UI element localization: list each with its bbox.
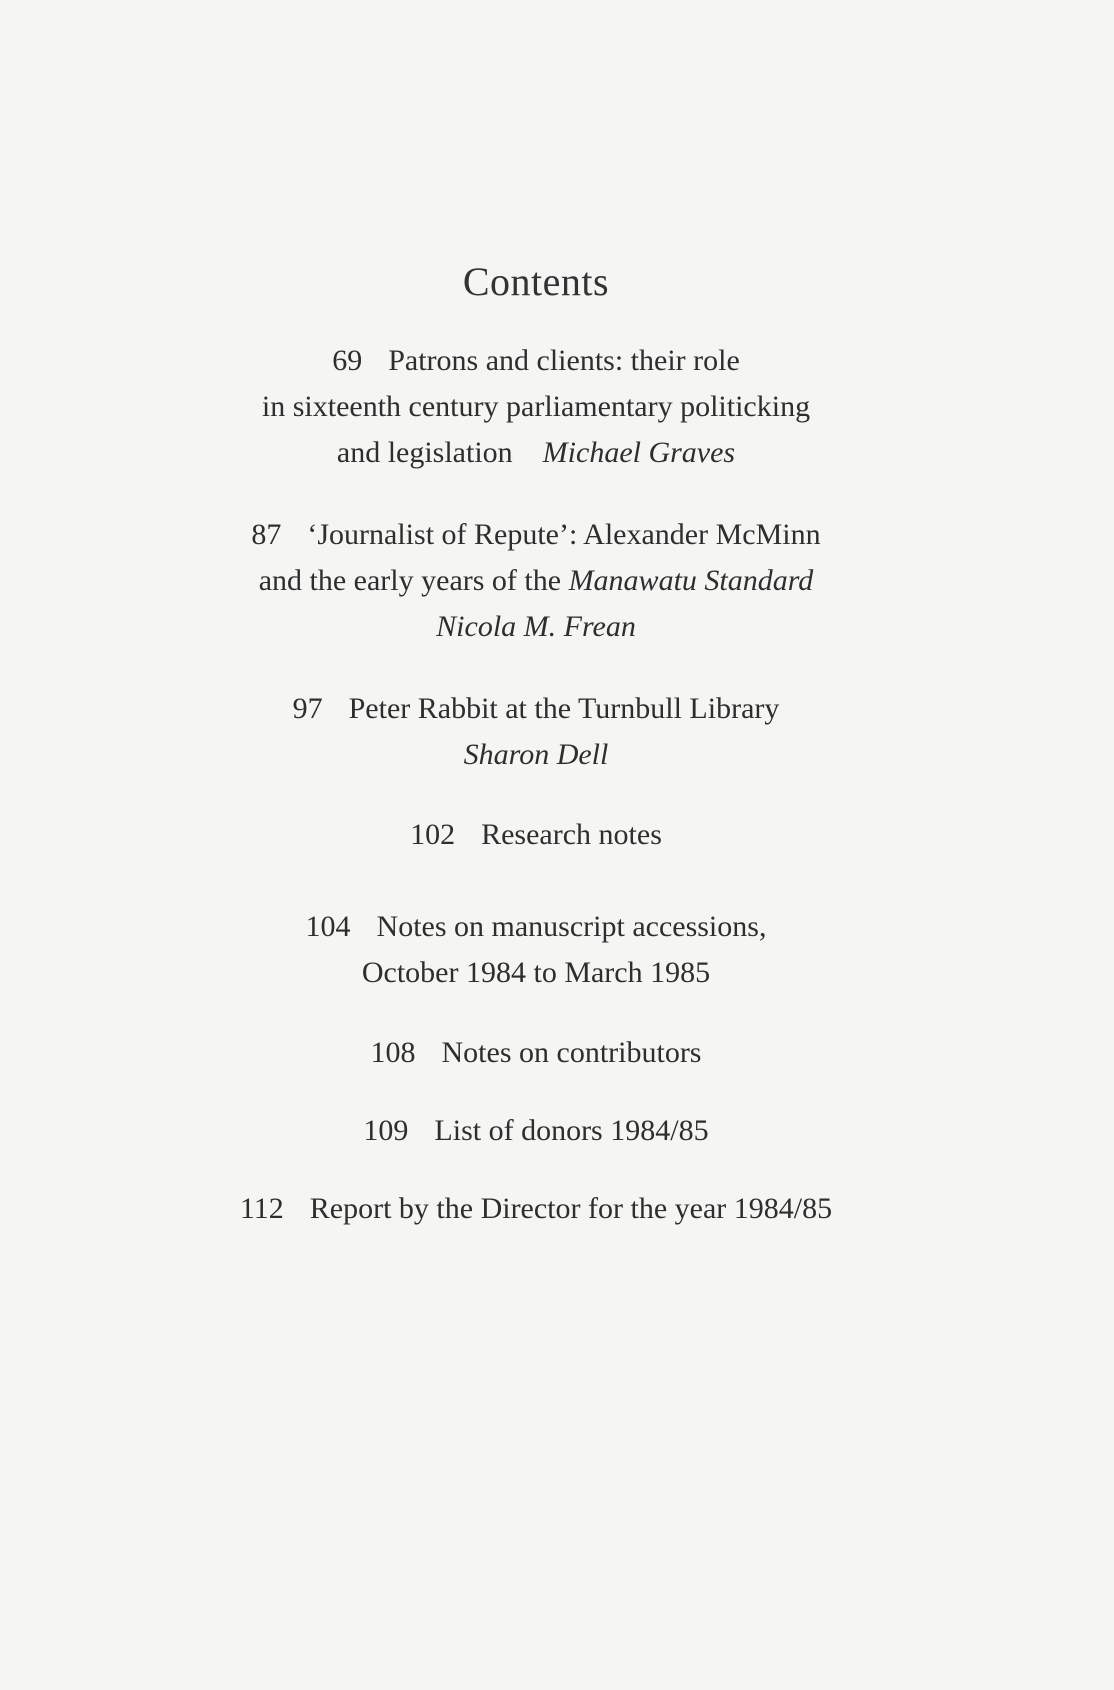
toc-entry <box>0 338 1072 476</box>
toc-entry <box>0 1186 1072 1232</box>
entry-title-cont: and legislation <box>336 436 513 469</box>
entry-title-cont: in sixteenth century parliamentary politicking <box>261 390 811 423</box>
entry-author: Sharon Dell <box>463 738 609 771</box>
toc-entry <box>0 1108 1072 1154</box>
entry-title-italic: Manawatu Standard <box>568 564 814 597</box>
toc-entry <box>0 512 1072 650</box>
entry-author: Nicola M. Frean <box>436 610 636 643</box>
entry-title: Peter Rabbit at the Turnbull Library <box>348 692 780 725</box>
toc-entry <box>0 904 1072 996</box>
page-number: 104 <box>305 910 351 943</box>
page-number: 108 <box>370 1036 416 1069</box>
entry-title: List of donors 1984/85 <box>434 1114 709 1147</box>
entry-title: ‘Journalist of Repute’: Alexander McMinn <box>307 518 821 551</box>
toc-entry <box>0 812 1072 858</box>
toc-entry <box>0 1030 1072 1076</box>
entry-title: Notes on manuscript accessions, <box>376 910 767 943</box>
page-number: 102 <box>410 818 456 851</box>
toc-entry <box>0 686 1072 778</box>
page-title: Contents <box>462 259 610 304</box>
page-number: 97 <box>292 692 323 725</box>
entry-author: Michael Graves <box>542 436 736 469</box>
entry-title: Report by the Director for the year 1984/85 <box>309 1192 833 1225</box>
page-number: 109 <box>363 1114 409 1147</box>
entry-title: Research notes <box>481 818 662 851</box>
page-number: 69 <box>332 344 363 377</box>
entry-title-cont: and the early years of the <box>258 564 562 597</box>
page-number: 87 <box>251 518 282 551</box>
entry-title-cont: October 1984 to March 1985 <box>361 956 711 989</box>
page-number: 112 <box>239 1192 284 1225</box>
entry-title: Patrons and clients: their role <box>388 344 740 377</box>
entry-title: Notes on contributors <box>441 1036 702 1069</box>
